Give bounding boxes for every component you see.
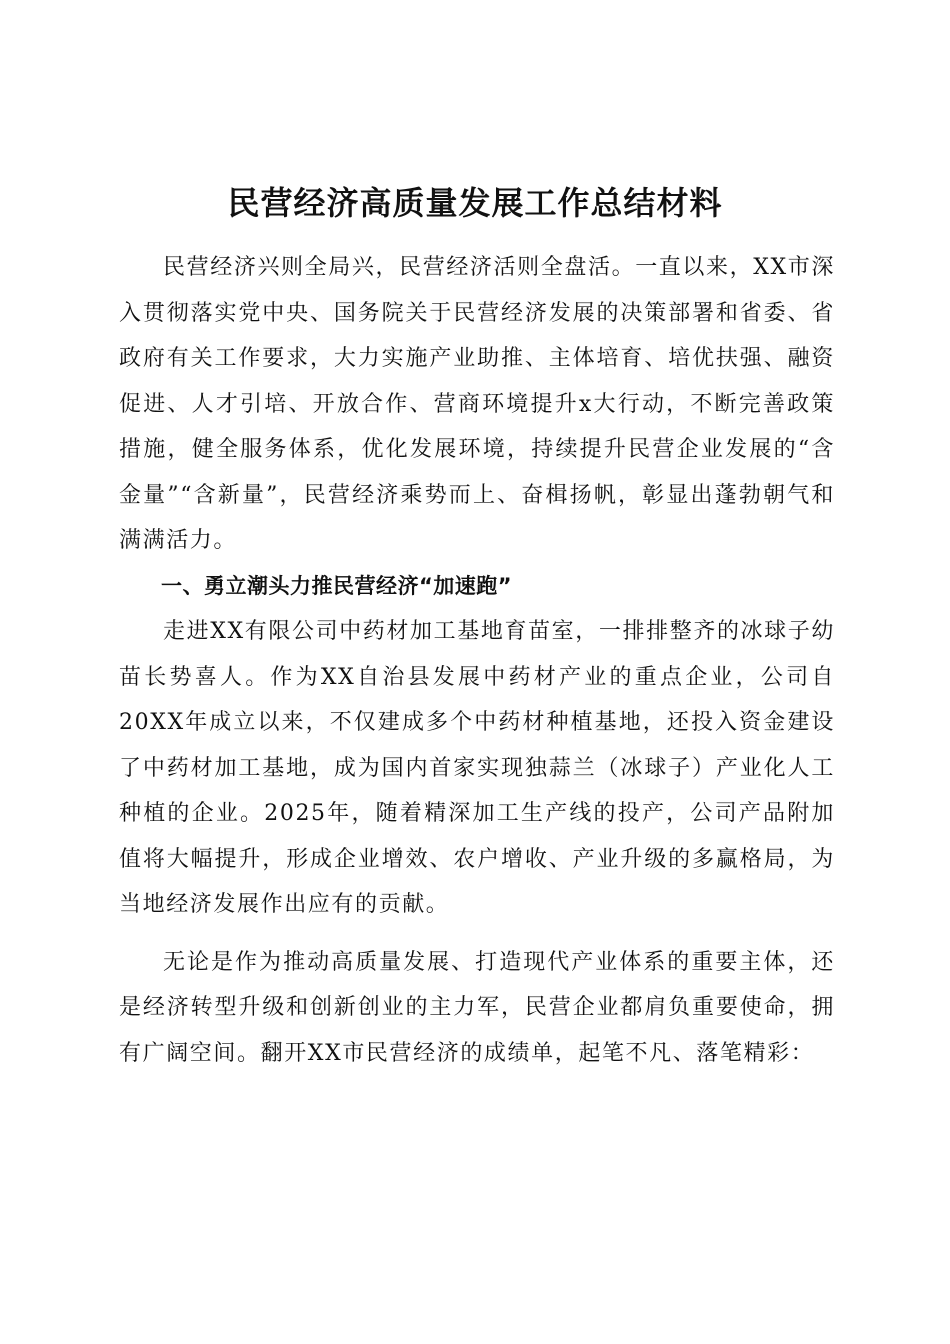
paragraph-spacer	[119, 928, 835, 940]
document-body	[119, 245, 835, 1076]
paragraph-intro: 民营经济兴则全局兴，民营经济活则全盘活。一直以来，XX市深入贯彻落实党中央、国务院关于民营经济发展的决策部署和省委、省政府有关工作要求，大力实施产业助推、主体培育、培优扶强、融资促进、人才引培、开放合作、营商环境提升x大行动，不断完善政策措施，健全服务体系，优化发展环境，持续提升民营企业发展的“含金量”“含新量”，民营经济乘势而上、奋楫扬帆，彰显出蓬勃朝气和满满活力。	[119, 255, 835, 553]
section-heading-1: 一、勇立潮头力推民营经济“加速跑”	[161, 573, 513, 598]
document-title: 民营经济高质量发展工作总结材料	[227, 184, 723, 222]
paragraph-achievements-lead: 无论是作为推动高质量发展、打造现代产业体系的重要主体，还是经济转型升级和创新创业的主力军，民营企业都肩负重要使命，拥有广阔空间。翻开XX市民营经济的成绩单，起笔不凡、落笔精彩：	[119, 949, 835, 1066]
paragraph-company-example: 走进XX有限公司中药材加工基地育苗室，一排排整齐的冰球子幼苗长势喜人。作为XX自治县发展中药材产业的重点企业，公司自20XX年成立以来，不仅建成多个中药材种植基地，还投入资金建设了中药材加工基地，成为国内首家实现独蒜兰（冰球子）产业化人工种植的企业。2025年，随着精深加工生产线的投产，公司产品附加值将大幅提升，形成企业增效、农户增收、产业升级的多赢格局，为当地经济发展作出应有的贡献。	[119, 619, 835, 917]
